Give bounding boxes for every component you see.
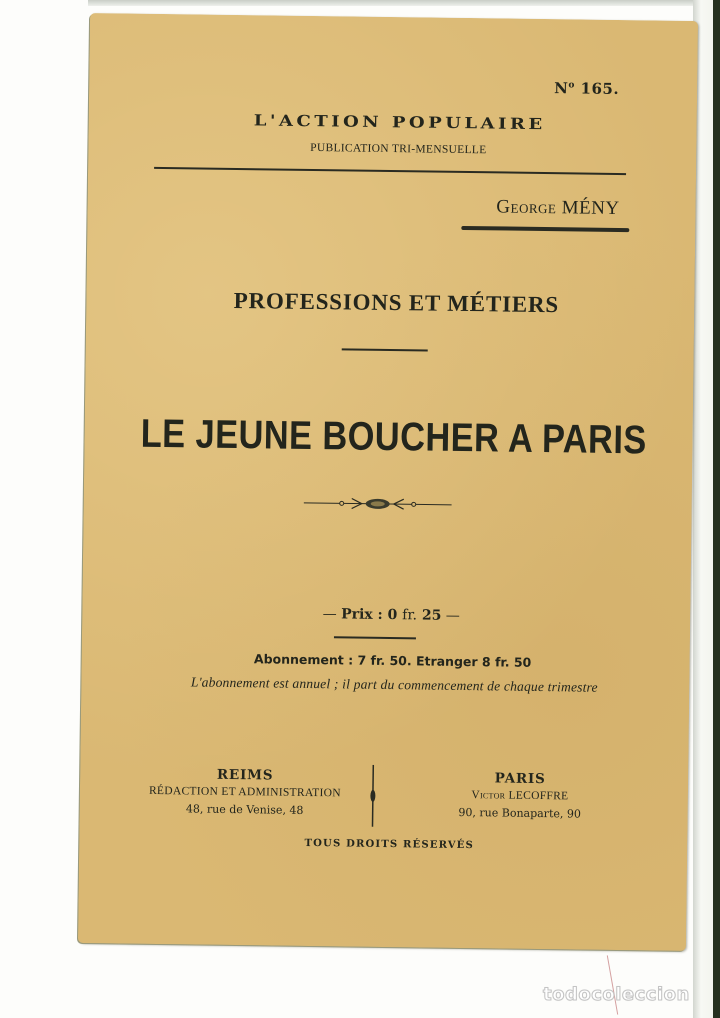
publisher-address: 90, rue Bonaparte, 90 [458,805,581,821]
price-unit: fr. [402,607,418,624]
publisher-paris [420,769,621,821]
publication-subtitle: PUBLICATION TRI-MENSUELLE [310,141,487,157]
price-rule [334,636,416,639]
author-rule [461,226,629,232]
publisher-reims [130,766,361,818]
rights-notice: TOUS DROITS RÉSERVÉS [304,837,475,852]
scan-edge-top [88,0,720,6]
publisher-city: REIMS [216,766,274,784]
booklet-cover [78,13,698,951]
header-rule [154,167,626,175]
watermark: todocoleccion [543,984,690,1005]
publisher-name: Victor LECOFFRE [471,789,569,803]
price-dash-right: — [441,607,460,624]
issue-number-sup: o [568,80,576,91]
masthead: L'ACTION POPULAIRE [253,111,546,134]
main-title: LE JEUNE BOUCHER A PARIS [140,411,648,463]
price-label: Prix : 0 [341,606,403,624]
price-dash-left: — [322,606,342,623]
subscription-rates: Abonnement : 7 fr. 50. Etranger 8 fr. 50 [253,651,532,670]
series-title: PROFESSIONS ET MÉTIERS [233,287,560,318]
publisher-role: RÉDACTION ET ADMINISTRATION [148,784,341,800]
scan-edge-dark [713,0,720,1018]
series-rule [342,348,428,351]
price-amount: 25 [416,607,442,624]
price [82,603,690,627]
ornament-divider-icon [304,496,452,512]
author-name: George MÉNY [496,196,620,220]
issue-number-prefix: N [554,79,569,98]
issue-number [554,79,619,98]
column-divider-icon [367,765,378,827]
publisher-city: PARIS [494,770,546,788]
issue-number-value: 165. [574,79,620,98]
subscription-note: L'abonnement est annuel ; il part du commencement de chaque trimestre [190,674,598,695]
publisher-address: 48, rue de Venise, 48 [185,802,304,817]
